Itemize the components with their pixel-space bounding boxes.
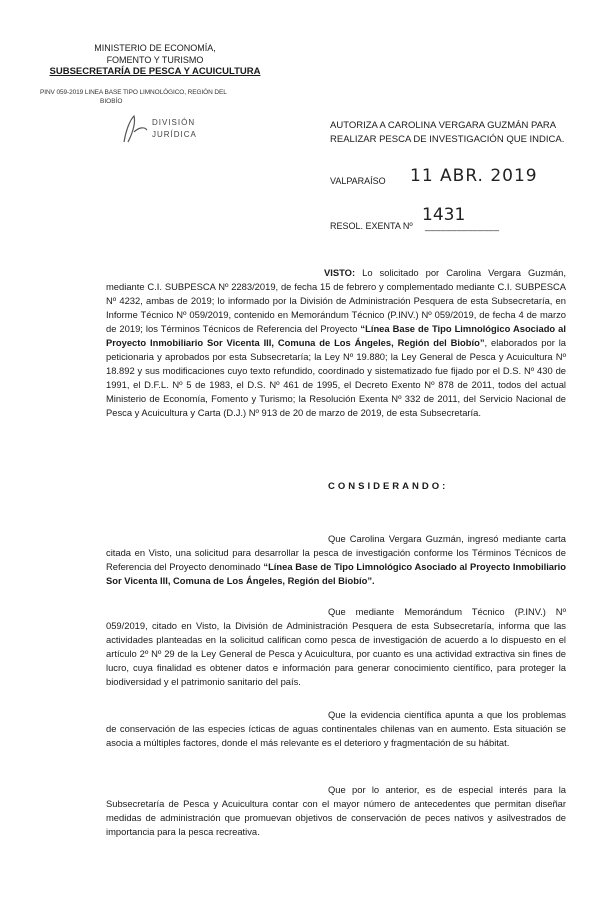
- resolution-blank-line: ______________: [425, 221, 500, 231]
- considerando-paragraph-4: [106, 783, 566, 839]
- ministry-line-3: SUBSECRETARÍA DE PESCA Y ACUICULTURA: [49, 66, 261, 77]
- ministry-line-1: MINISTERIO DE ECONOMÍA,: [94, 43, 216, 53]
- considerando-p4-text: Que por lo anterior, es de especial interés para la Subsecretaría de Pesca y Acuicultura contar con el mayor número de antecedentes que permitan diseñar medidas de administración que promuevan objetivos de conservación de peces nativos y asilvestrados de importancia para la pesca recreativa.: [106, 784, 566, 837]
- initials-mark-icon: [120, 112, 150, 148]
- reference-line-2: BIOBÍO: [100, 98, 123, 105]
- date-row: [330, 166, 590, 190]
- visto-label: VISTO:: [324, 267, 356, 278]
- visto-text-a: Lo solicitado por Carolina Vergara Guzmán, mediante C.I. SUBPESCA Nº 2283/2019, de fecha 15 de febrero y complementado mediante C.I. SUBPESCA Nº 4232, ambas de 2019; lo informado por la División de Administración Pesquera de esta Subsecretaría, en Informe Técnico Nº 059/2019, contenido en Memorándum Técnico (P.INV.) Nº 059/2019, de fecha 4 de marzo de 2019; los Términos Técnicos de Referencia del Proyecto: [106, 267, 566, 334]
- resolution-label: RESOL. EXENTA Nº: [330, 221, 413, 231]
- considerando-p1-project: “Línea Base de Tipo Limnológico Asociado al Proyecto Inmobiliario Sor Vicenta III, Comuna de Los Ángeles, Región del Biobío”.: [106, 561, 566, 586]
- visto-project-name: “Línea Base de Tipo Limnológico Asociado al Proyecto Inmobiliario Sor Vicenta III, Comuna de Los Ángeles, Región del Biobío”: [106, 323, 566, 348]
- stamp-line-2: JURÍDICA: [152, 130, 197, 139]
- considerando-heading: CONSIDERANDO:: [328, 481, 449, 492]
- visto-paragraph: [106, 266, 566, 420]
- division-stamp: [120, 112, 230, 150]
- considerando-p3-text: Que la evidencia científica apunta a que los problemas de conservación de las especies ícticas de aguas continentales chilenas van en aumento. Esta situación se asocia a múltiples factores, donde el más relevante es el deterioro y fragmentación de su hábitat.: [106, 709, 566, 748]
- visto-text-b: , elaborados por la peticionaria y aprobados por esta Subsecretaría; la Ley Nº 19.880; la Ley General de Pesca y Acuicultura Nº 18.892 y sus modificaciones cuyo texto refundido, coordinado y sistematizado fue fijado por el D.S. Nº 430 de 1991, el D.F.L. Nº 5 de 1983, el D.S. Nº 461 de 1995, el Decreto Exento Nº 878 de 2011, todos del actual Ministerio de Economía, Fomento y Turismo; la Resolución Exenta Nº 332 de 2011, del Servicio Nacional de Pesca y Acuicultura y Carta (D.J.) Nº 913 de 20 de marzo de 2019, de esta Subsecretaría.: [106, 337, 567, 418]
- ministry-line-2: FOMENTO Y TURISMO: [106, 55, 204, 65]
- considerando-p2-text: Que mediante Memorándum Técnico (P.INV.) Nº 059/2019, citado en Visto, la División de Administración Pesquera de esta Subsecretaría, informa que las actividades planteadas en la solicitud califican como pesca de investigación de acuerdo a lo dispuesto en el artículo 2º Nº 29 de la Ley General de Pesca y Acuicultura, por cuanto es una actividad extractiva sin fines de lucro, cuya finalidad es obtener datos e información para generar conocimiento científico, para proteger la biodiversidad y el patrimonio sanitario del país.: [106, 606, 566, 687]
- considerando-paragraph-2: [106, 605, 566, 689]
- resolution-row: [330, 205, 590, 235]
- ministry-header: [40, 42, 270, 78]
- considerando-paragraph-1: [106, 532, 566, 588]
- date-city: VALPARAÍSO: [330, 176, 386, 186]
- stamp-line-1: DIVISIÓN: [152, 118, 196, 127]
- reference-line: PINV 059-2019 LINEA BASE TIPO LIMNOLÓGICO, REGIÓN DEL: [40, 89, 227, 96]
- document-title: AUTORIZA A CAROLINA VERGARA GUZMÁN PARA REALIZAR PESCA DE INVESTIGACIÓN QUE INDICA.: [330, 120, 565, 145]
- resolution-number: 1431: [422, 205, 466, 225]
- date-stamp: 11 ABR. 2019: [410, 166, 538, 186]
- considerando-paragraph-3: [106, 708, 566, 750]
- considerando-p1-text: Que Carolina Vergara Guzmán, ingresó mediante carta citada en Visto, una solicitud para desarrollar la pesca de investigación conforme los Términos Técnicos de Referencia del Proyecto denominado: [106, 533, 566, 572]
